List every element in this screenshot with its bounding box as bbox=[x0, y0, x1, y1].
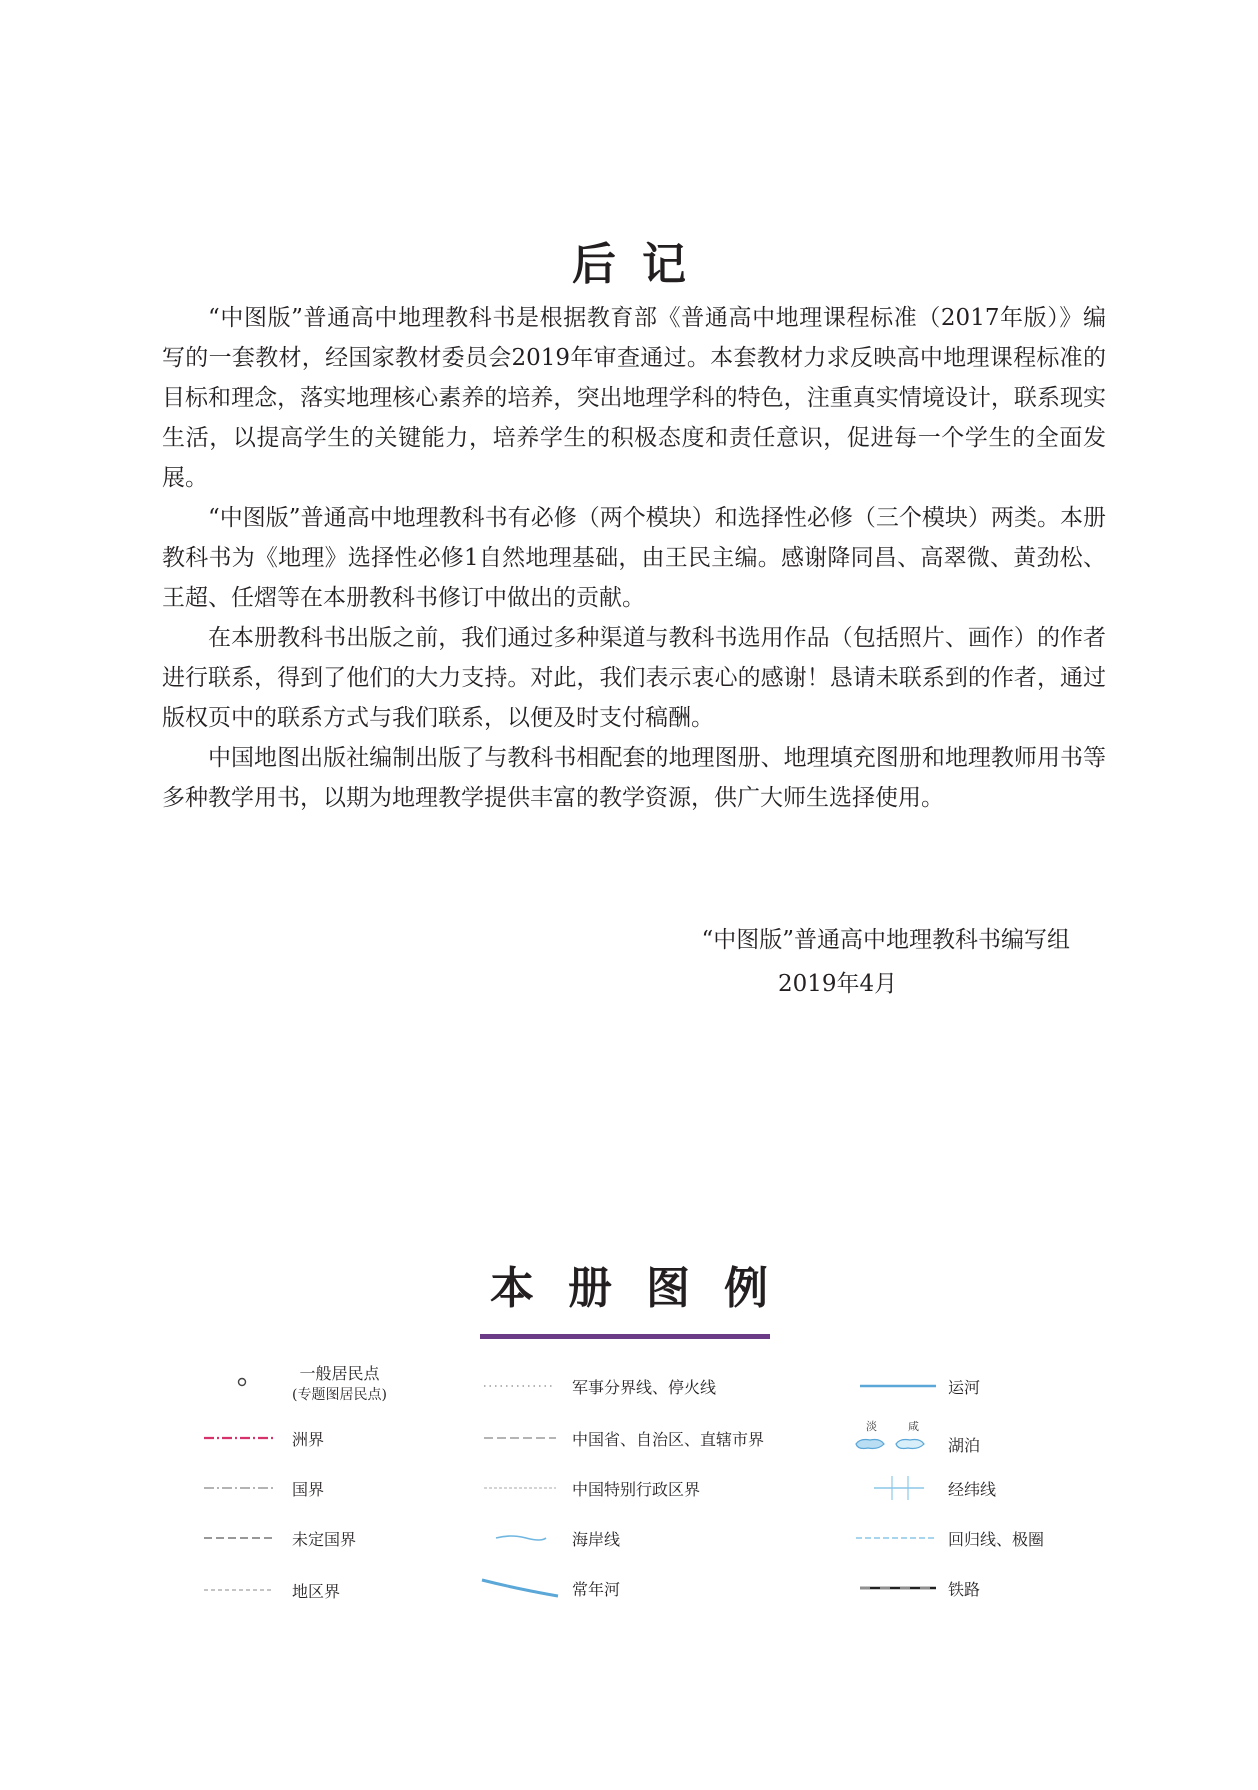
legend-item-region-boundary bbox=[196, 1570, 340, 1610]
legend-sublabel-settlement: (专题图居民点) bbox=[292, 1386, 387, 1403]
legend-label-railway: 铁路 bbox=[948, 1579, 981, 1599]
military-line-icon bbox=[476, 1370, 562, 1402]
settlement-circle-icon bbox=[196, 1366, 282, 1398]
legend-label-canal: 运河 bbox=[948, 1377, 981, 1397]
continent-boundary-line-icon bbox=[196, 1422, 282, 1454]
legend-label-perennial-river: 常年河 bbox=[572, 1579, 621, 1599]
legend-label-coastline: 海岸线 bbox=[572, 1529, 621, 1549]
province-boundary-line-icon bbox=[476, 1422, 562, 1454]
graticule-icon bbox=[852, 1472, 938, 1504]
legend-label-undetermined-boundary: 未定国界 bbox=[292, 1529, 357, 1549]
river-icon bbox=[476, 1572, 562, 1604]
legend-label-region-boundary: 地区界 bbox=[292, 1581, 341, 1601]
sar-boundary-line-icon bbox=[476, 1472, 562, 1504]
legend-title-underline bbox=[480, 1334, 770, 1339]
legend-label-military-line: 军事分界线、停火线 bbox=[572, 1377, 717, 1397]
legend-item-sar-boundary bbox=[476, 1468, 700, 1508]
legend-label-sar-boundary: 中国特别行政区界 bbox=[572, 1479, 701, 1499]
legend-item-undetermined-boundary bbox=[196, 1518, 356, 1558]
legend-item-settlement bbox=[196, 1362, 387, 1402]
afterword-date: 2019年4月 bbox=[778, 971, 898, 997]
legend-label-settlement: 一般居民点 bbox=[299, 1363, 380, 1383]
legend-label-lake: 湖泊 bbox=[948, 1435, 981, 1455]
legend-label-province-boundary: 中国省、自治区、直辖市界 bbox=[572, 1429, 765, 1449]
legend-item-national-boundary bbox=[196, 1468, 324, 1508]
legend-item-lake bbox=[852, 1412, 980, 1464]
legend-item-graticule bbox=[852, 1468, 996, 1508]
undetermined-boundary-line-icon bbox=[196, 1522, 282, 1554]
legend-item-tropic-polar bbox=[852, 1518, 1044, 1558]
afterword-title: 后记 bbox=[572, 239, 712, 290]
legend-item-military-line bbox=[476, 1366, 716, 1406]
legend-label-tropic-polar: 回归线、极圈 bbox=[948, 1529, 1045, 1549]
national-boundary-line-icon bbox=[196, 1472, 282, 1504]
legend-label-continent-boundary: 洲界 bbox=[292, 1429, 325, 1449]
legend-item-canal bbox=[852, 1366, 980, 1406]
region-boundary-line-icon bbox=[196, 1574, 282, 1606]
railway-icon bbox=[852, 1572, 938, 1604]
legend-title: 本册图例 bbox=[490, 1263, 802, 1314]
legend-label-graticule: 经纬线 bbox=[948, 1479, 997, 1499]
lake-fresh-label: 淡 bbox=[866, 1420, 877, 1433]
afterword-signature: “中图版”普通高中地理教科书编写组 bbox=[701, 927, 1070, 953]
afterword-body bbox=[162, 298, 1106, 818]
canal-line-icon bbox=[852, 1370, 938, 1402]
legend-item-railway bbox=[852, 1568, 980, 1608]
legend-item-perennial-river bbox=[476, 1568, 620, 1608]
legend-item-province-boundary bbox=[476, 1418, 764, 1458]
afterword-paragraph-3: 在本册教科书出版之前，我们通过多种渠道与教科书选用作品（包括照片、画作）的作者进行联系，得到了他们的大力支持。对此，我们表示衷心的感谢！恳请未联系到的作者，通过版权页中的联系方式与我们联系，以便及时支付稿酬。 bbox=[162, 625, 1106, 731]
afterword-paragraph-1: “中图版”普通高中地理教科书是根据教育部《普通高中地理课程标准（2017年版）》编写的一套教材，经国家教材委员会2019年审查通过。本套教材力求反映高中地理课程标准的目标和理念，落实地理核心素养的培养，突出地理学科的特色，注重真实情境设计，联系现实生活，以提高学生的关键能力，培养学生的积极态度和责任意识，促进每一个学生的全面发展。 bbox=[162, 305, 1106, 491]
coastline-icon bbox=[476, 1522, 562, 1554]
legend-item-coastline bbox=[476, 1518, 620, 1558]
afterword-paragraph-4: 中国地图出版社编制出版了与教科书相配套的地理图册、地理填充图册和地理教师用书等多种教学用书，以期为地理教学提供丰富的教学资源，供广大师生选择使用。 bbox=[162, 745, 1106, 811]
tropic-polar-line-icon bbox=[852, 1522, 938, 1554]
afterword-paragraph-2: “中图版”普通高中地理教科书有必修（两个模块）和选择性必修（三个模块）两类。本册教科书为《地理》选择性必修1自然地理基础，由王民主编。感谢降同昌、高翠微、黄劲松、王超、任熠等在本册教科书修订中做出的贡献。 bbox=[162, 505, 1106, 611]
lake-icon bbox=[852, 1418, 938, 1458]
legend-item-continent-boundary bbox=[196, 1418, 324, 1458]
lake-salt-label: 咸 bbox=[908, 1420, 919, 1433]
legend-label-national-boundary: 国界 bbox=[292, 1479, 325, 1499]
